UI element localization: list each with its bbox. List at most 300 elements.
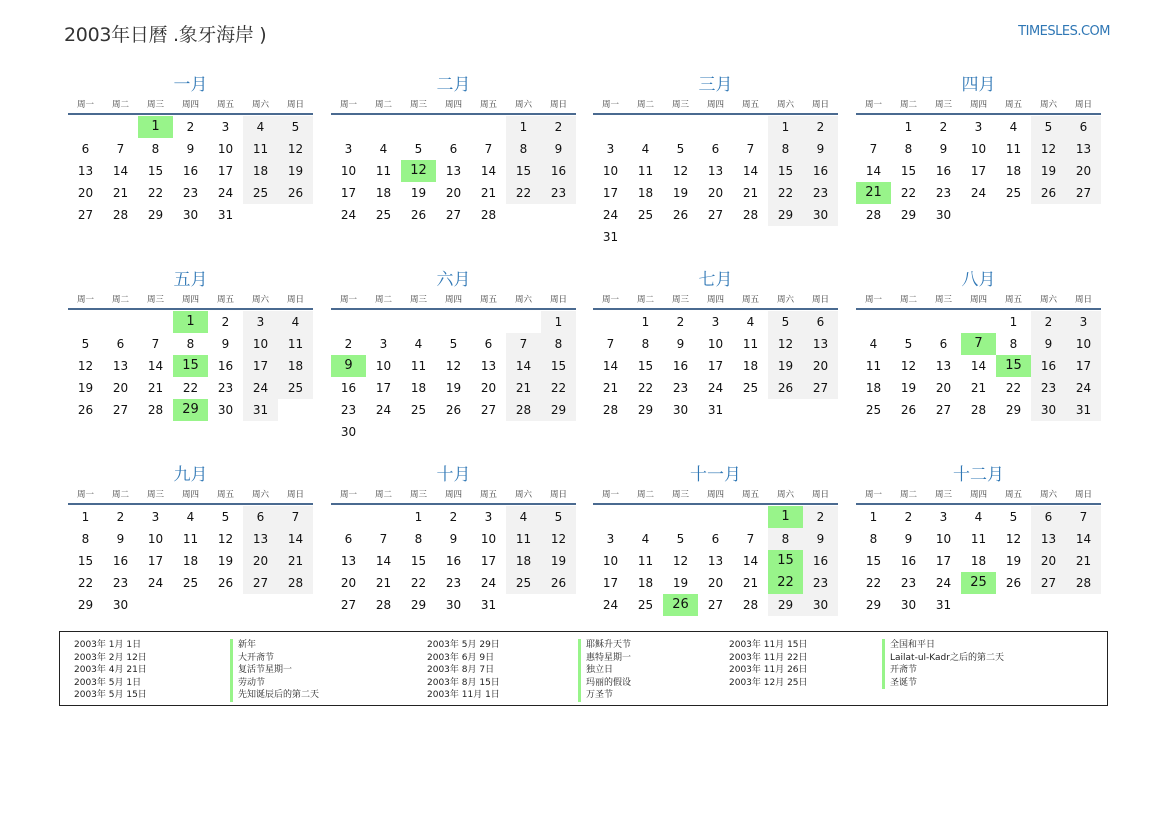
day-cell: 2 bbox=[803, 506, 838, 528]
day-cell: 29 bbox=[900, 208, 917, 222]
day-cell: 6 bbox=[484, 337, 493, 351]
weekday-label: 周五 bbox=[216, 295, 234, 305]
month-calendar bbox=[593, 269, 838, 421]
day-cell: 29 bbox=[147, 208, 164, 222]
day-cell: 30 bbox=[182, 208, 199, 222]
day-cell: 18 bbox=[865, 381, 882, 395]
day-cell: 28 bbox=[602, 403, 619, 417]
month-rule bbox=[856, 503, 1101, 505]
day-grid bbox=[593, 116, 838, 248]
day-cell: 29 bbox=[637, 403, 654, 417]
month-rule bbox=[856, 113, 1101, 115]
day-cell: 18 bbox=[410, 381, 427, 395]
weekday-header bbox=[331, 98, 576, 111]
day-cell: 14 bbox=[602, 359, 619, 373]
day-cell: 19 bbox=[217, 554, 234, 568]
weekday-label: 周二 bbox=[899, 295, 917, 305]
day-cell: 15 bbox=[865, 554, 882, 568]
month-name: 四月 bbox=[961, 75, 996, 95]
holiday-day: 12 bbox=[401, 160, 436, 182]
day-cell: 2 bbox=[186, 120, 195, 134]
day-cell: 15 bbox=[768, 160, 803, 182]
day-cell: 28 bbox=[742, 598, 759, 612]
day-cell: 10 bbox=[340, 164, 357, 178]
weekday-label: 周六 bbox=[514, 100, 532, 110]
day-cell: 14 bbox=[112, 164, 129, 178]
weekday-label: 周五 bbox=[1004, 295, 1022, 305]
day-cell: 24 bbox=[340, 208, 357, 222]
weekday-header bbox=[593, 293, 838, 306]
day-cell: 16 bbox=[541, 160, 576, 182]
day-cell: 9 bbox=[541, 138, 576, 160]
day-cell: 26 bbox=[445, 403, 462, 417]
day-cell: 28 bbox=[970, 403, 987, 417]
day-cell: 13 bbox=[707, 164, 724, 178]
day-cell: 21 bbox=[742, 576, 759, 590]
legend-holiday-name: 开斋节 bbox=[882, 664, 1004, 677]
day-cell: 29 bbox=[768, 594, 803, 616]
day-cell: 3 bbox=[974, 120, 983, 134]
day-cell: 8 bbox=[81, 532, 90, 546]
day-cell: 12 bbox=[768, 333, 803, 355]
empty-cell bbox=[593, 116, 628, 138]
weekday-label: 周一 bbox=[76, 490, 94, 500]
day-cell: 9 bbox=[676, 337, 685, 351]
holiday-day: 26 bbox=[663, 594, 698, 616]
day-cell: 4 bbox=[379, 142, 388, 156]
weekday-label: 周一 bbox=[864, 100, 882, 110]
day-cell: 7 bbox=[379, 532, 388, 546]
day-cell: 14 bbox=[480, 164, 497, 178]
day-cell: 20 bbox=[112, 381, 129, 395]
day-cell: 19 bbox=[445, 381, 462, 395]
weekday-label: 周三 bbox=[146, 100, 164, 110]
legend-date: 2003年 5月 1日 bbox=[74, 677, 142, 688]
day-cell: 11 bbox=[742, 337, 759, 351]
day-cell: 22 bbox=[147, 186, 164, 200]
day-cell: 17 bbox=[602, 186, 619, 200]
day-grid bbox=[68, 116, 313, 226]
day-cell: 23 bbox=[541, 182, 576, 204]
weekday-label: 周三 bbox=[409, 490, 427, 500]
weekday-label: 周二 bbox=[111, 490, 129, 500]
day-cell: 16 bbox=[672, 359, 689, 373]
month-rule bbox=[593, 308, 838, 310]
day-cell: 3 bbox=[484, 510, 493, 524]
day-cell: 30 bbox=[112, 598, 129, 612]
day-cell: 6 bbox=[711, 142, 720, 156]
empty-cell bbox=[331, 116, 366, 138]
day-cell: 20 bbox=[935, 381, 952, 395]
day-cell: 6 bbox=[939, 337, 948, 351]
legend-holiday-name: 独立日 bbox=[578, 664, 631, 677]
day-cell: 20 bbox=[77, 186, 94, 200]
day-cell: 20 bbox=[1031, 550, 1066, 572]
day-cell: 11 bbox=[375, 164, 392, 178]
day-cell: 7 bbox=[484, 142, 493, 156]
empty-cell bbox=[961, 311, 996, 333]
day-cell: 22 bbox=[768, 182, 803, 204]
weekday-label: 周日 bbox=[286, 295, 304, 305]
legend-date: 2003年 4月 21日 bbox=[74, 665, 147, 675]
weekday-label: 周日 bbox=[1074, 295, 1092, 305]
day-cell: 5 bbox=[541, 506, 576, 528]
day-cell: 22 bbox=[865, 576, 882, 590]
weekday-label: 周六 bbox=[1039, 295, 1057, 305]
day-cell: 30 bbox=[900, 598, 917, 612]
empty-cell bbox=[68, 116, 103, 138]
empty-cell bbox=[926, 311, 961, 333]
weekday-label: 周一 bbox=[76, 100, 94, 110]
day-cell: 8 bbox=[904, 142, 913, 156]
page-title: 2003年日曆 .象牙海岸 ) bbox=[64, 24, 267, 46]
day-cell: 29 bbox=[768, 204, 803, 226]
weekday-label: 周六 bbox=[776, 100, 794, 110]
day-cell: 11 bbox=[182, 532, 199, 546]
day-cell: 27 bbox=[707, 598, 724, 612]
legend-holiday-name: 圣诞节 bbox=[882, 677, 1004, 690]
empty-cell bbox=[436, 116, 471, 138]
month-rule bbox=[68, 503, 313, 505]
day-cell: 5 bbox=[904, 337, 913, 351]
empty-cell bbox=[471, 116, 506, 138]
weekday-label: 周日 bbox=[1074, 490, 1092, 500]
weekday-label: 周五 bbox=[479, 490, 497, 500]
legend-holiday-name: 耶稣升天节 bbox=[578, 639, 631, 652]
weekday-label: 周四 bbox=[969, 490, 987, 500]
day-cell: 21 bbox=[480, 186, 497, 200]
day-cell: 19 bbox=[278, 160, 313, 182]
day-cell: 30 bbox=[935, 208, 952, 222]
weekday-label: 周一 bbox=[339, 490, 357, 500]
day-cell: 10 bbox=[602, 554, 619, 568]
weekday-label: 周一 bbox=[864, 490, 882, 500]
weekday-label: 周日 bbox=[286, 100, 304, 110]
day-cell: 11 bbox=[410, 359, 427, 373]
empty-cell bbox=[331, 506, 366, 528]
day-cell: 4 bbox=[278, 311, 313, 333]
day-cell: 25 bbox=[865, 403, 882, 417]
day-cell: 16 bbox=[803, 550, 838, 572]
day-cell: 17 bbox=[970, 164, 987, 178]
day-cell: 14 bbox=[1066, 528, 1101, 550]
weekday-label: 周六 bbox=[1039, 490, 1057, 500]
day-cell: 22 bbox=[410, 576, 427, 590]
day-cell: 3 bbox=[939, 510, 948, 524]
day-cell: 22 bbox=[1005, 381, 1022, 395]
day-cell: 19 bbox=[1031, 160, 1066, 182]
day-cell: 10 bbox=[147, 532, 164, 546]
day-cell: 21 bbox=[506, 377, 541, 399]
weekday-label: 周日 bbox=[286, 490, 304, 500]
day-cell: 23 bbox=[340, 403, 357, 417]
day-cell: 8 bbox=[869, 532, 878, 546]
day-cell: 13 bbox=[935, 359, 952, 373]
day-cell: 27 bbox=[77, 208, 94, 222]
day-cell: 13 bbox=[1066, 138, 1101, 160]
day-cell: 3 bbox=[344, 142, 353, 156]
weekday-label: 周五 bbox=[741, 490, 759, 500]
day-cell: 9 bbox=[803, 528, 838, 550]
month-name: 七月 bbox=[698, 270, 733, 290]
month-rule bbox=[331, 503, 576, 505]
weekday-label: 周日 bbox=[811, 295, 829, 305]
day-cell: 2 bbox=[939, 120, 948, 134]
day-cell: 27 bbox=[243, 572, 278, 594]
day-cell: 2 bbox=[449, 510, 458, 524]
day-cell: 28 bbox=[742, 208, 759, 222]
empty-cell bbox=[68, 311, 103, 333]
legend-holiday-name: 新年 bbox=[230, 639, 319, 652]
weekday-label: 周日 bbox=[1074, 100, 1092, 110]
day-cell: 27 bbox=[445, 208, 462, 222]
day-cell: 4 bbox=[506, 506, 541, 528]
day-cell: 14 bbox=[865, 164, 882, 178]
weekday-label: 周三 bbox=[934, 295, 952, 305]
day-cell: 9 bbox=[186, 142, 195, 156]
day-cell: 20 bbox=[803, 355, 838, 377]
day-cell: 31 bbox=[707, 403, 724, 417]
legend-date: 2003年 12月 25日 bbox=[729, 677, 808, 688]
day-cell: 14 bbox=[506, 355, 541, 377]
empty-cell bbox=[436, 311, 471, 333]
day-cell: 3 bbox=[379, 337, 388, 351]
month-name: 三月 bbox=[698, 75, 733, 95]
day-cell: 1 bbox=[541, 311, 576, 333]
day-cell: 12 bbox=[1005, 532, 1022, 546]
empty-cell bbox=[593, 311, 628, 333]
day-cell: 2 bbox=[676, 315, 685, 329]
legend-names-col-2 bbox=[578, 639, 631, 702]
day-cell: 18 bbox=[637, 576, 654, 590]
day-cell: 28 bbox=[480, 208, 497, 222]
day-cell: 11 bbox=[243, 138, 278, 160]
day-cell: 5 bbox=[81, 337, 90, 351]
day-cell: 13 bbox=[243, 528, 278, 550]
day-cell: 6 bbox=[711, 532, 720, 546]
day-cell: 30 bbox=[803, 594, 838, 616]
empty-cell bbox=[366, 116, 401, 138]
day-cell: 28 bbox=[1066, 572, 1101, 594]
holiday-day: 22 bbox=[768, 572, 803, 594]
day-cell: 24 bbox=[217, 186, 234, 200]
day-cell: 17 bbox=[147, 554, 164, 568]
weekday-label: 周一 bbox=[76, 295, 94, 305]
day-cell: 4 bbox=[414, 337, 423, 351]
day-cell: 29 bbox=[541, 399, 576, 421]
day-grid bbox=[856, 506, 1101, 616]
legend-holiday-name: 复活节星期一 bbox=[230, 664, 319, 677]
day-cell: 3 bbox=[606, 532, 615, 546]
day-cell: 24 bbox=[935, 576, 952, 590]
day-cell: 23 bbox=[935, 186, 952, 200]
month-name: 一月 bbox=[173, 75, 208, 95]
day-cell: 9 bbox=[1031, 333, 1066, 355]
day-cell: 31 bbox=[480, 598, 497, 612]
day-cell: 7 bbox=[278, 506, 313, 528]
holiday-day: 1 bbox=[173, 311, 208, 333]
day-cell: 12 bbox=[77, 359, 94, 373]
day-cell: 12 bbox=[541, 528, 576, 550]
day-cell: 31 bbox=[1066, 399, 1101, 421]
day-cell: 20 bbox=[707, 576, 724, 590]
holiday-day: 29 bbox=[173, 399, 208, 421]
weekday-label: 周四 bbox=[444, 490, 462, 500]
legend-date: 2003年 5月 15日 bbox=[74, 690, 147, 700]
month-calendar bbox=[331, 74, 576, 226]
weekday-label: 周一 bbox=[601, 295, 619, 305]
weekday-header bbox=[331, 293, 576, 306]
day-cell: 4 bbox=[746, 315, 755, 329]
day-cell: 22 bbox=[541, 377, 576, 399]
day-cell: 10 bbox=[935, 532, 952, 546]
weekday-label: 周二 bbox=[636, 295, 654, 305]
day-cell: 4 bbox=[243, 116, 278, 138]
day-cell: 18 bbox=[637, 186, 654, 200]
weekday-label: 周四 bbox=[969, 100, 987, 110]
day-cell: 24 bbox=[1066, 377, 1101, 399]
month-calendar bbox=[593, 74, 838, 248]
weekday-label: 周一 bbox=[339, 295, 357, 305]
day-cell: 21 bbox=[375, 576, 392, 590]
month-calendar bbox=[331, 269, 576, 443]
day-cell: 25 bbox=[410, 403, 427, 417]
holiday-day: 1 bbox=[768, 506, 803, 528]
legend-date: 2003年 8月 7日 bbox=[427, 665, 495, 675]
day-cell: 13 bbox=[480, 359, 497, 373]
day-cell: 13 bbox=[1031, 528, 1066, 550]
day-cell: 30 bbox=[340, 425, 357, 439]
day-cell: 3 bbox=[711, 315, 720, 329]
day-cell: 14 bbox=[147, 359, 164, 373]
day-cell: 21 bbox=[602, 381, 619, 395]
day-cell: 20 bbox=[243, 550, 278, 572]
day-cell: 22 bbox=[182, 381, 199, 395]
day-cell: 22 bbox=[637, 381, 654, 395]
day-cell: 17 bbox=[243, 355, 278, 377]
weekday-label: 周日 bbox=[811, 100, 829, 110]
day-cell: 4 bbox=[186, 510, 195, 524]
day-cell: 10 bbox=[970, 142, 987, 156]
day-cell: 18 bbox=[742, 359, 759, 373]
weekday-header bbox=[68, 293, 313, 306]
day-cell: 21 bbox=[742, 186, 759, 200]
day-cell: 1 bbox=[81, 510, 90, 524]
day-cell: 16 bbox=[182, 164, 199, 178]
month-name: 十月 bbox=[436, 465, 471, 485]
weekday-label: 周二 bbox=[374, 490, 392, 500]
day-cell: 26 bbox=[900, 403, 917, 417]
weekday-label: 周一 bbox=[601, 100, 619, 110]
day-cell: 4 bbox=[1009, 120, 1018, 134]
legend-date: 2003年 1月 1日 bbox=[74, 640, 142, 650]
day-cell: 20 bbox=[707, 186, 724, 200]
day-grid bbox=[331, 116, 576, 226]
weekday-label: 周三 bbox=[934, 490, 952, 500]
weekday-header bbox=[856, 293, 1101, 306]
day-cell: 15 bbox=[77, 554, 94, 568]
weekday-header bbox=[856, 98, 1101, 111]
weekday-header bbox=[593, 98, 838, 111]
day-cell: 4 bbox=[974, 510, 983, 524]
day-cell: 18 bbox=[506, 550, 541, 572]
day-cell: 17 bbox=[602, 576, 619, 590]
day-cell: 30 bbox=[445, 598, 462, 612]
day-cell: 2 bbox=[1031, 311, 1066, 333]
legend-names-col-3 bbox=[882, 639, 1004, 689]
day-cell: 17 bbox=[375, 381, 392, 395]
weekday-label: 周四 bbox=[706, 295, 724, 305]
day-cell: 31 bbox=[935, 598, 952, 612]
day-cell: 13 bbox=[112, 359, 129, 373]
day-cell: 21 bbox=[278, 550, 313, 572]
day-cell: 3 bbox=[243, 311, 278, 333]
weekday-label: 周日 bbox=[811, 490, 829, 500]
weekday-label: 周一 bbox=[601, 490, 619, 500]
day-cell: 25 bbox=[637, 598, 654, 612]
day-cell: 26 bbox=[77, 403, 94, 417]
day-cell: 3 bbox=[151, 510, 160, 524]
day-cell: 12 bbox=[1031, 138, 1066, 160]
day-cell: 2 bbox=[541, 116, 576, 138]
day-cell: 30 bbox=[672, 403, 689, 417]
month-calendar bbox=[68, 74, 313, 226]
day-cell: 22 bbox=[506, 182, 541, 204]
site-link[interactable]: TIMESLES.COM bbox=[1018, 24, 1110, 39]
day-cell: 16 bbox=[112, 554, 129, 568]
day-cell: 24 bbox=[243, 377, 278, 399]
empty-cell bbox=[856, 311, 891, 333]
day-cell: 28 bbox=[506, 399, 541, 421]
day-cell: 1 bbox=[768, 116, 803, 138]
day-cell: 19 bbox=[77, 381, 94, 395]
day-cell: 30 bbox=[803, 204, 838, 226]
day-cell: 26 bbox=[1005, 576, 1022, 590]
day-cell: 25 bbox=[742, 381, 759, 395]
day-cell: 28 bbox=[112, 208, 129, 222]
day-cell: 11 bbox=[506, 528, 541, 550]
day-cell: 25 bbox=[278, 377, 313, 399]
day-cell: 9 bbox=[116, 532, 125, 546]
day-cell: 14 bbox=[375, 554, 392, 568]
empty-cell bbox=[471, 311, 506, 333]
day-cell: 5 bbox=[676, 142, 685, 156]
day-cell: 16 bbox=[217, 359, 234, 373]
day-cell: 8 bbox=[768, 528, 803, 550]
day-cell: 3 bbox=[1066, 311, 1101, 333]
day-cell: 6 bbox=[243, 506, 278, 528]
day-cell: 28 bbox=[147, 403, 164, 417]
day-cell: 7 bbox=[869, 142, 878, 156]
weekday-label: 周六 bbox=[514, 295, 532, 305]
weekday-label: 周二 bbox=[111, 295, 129, 305]
day-cell: 13 bbox=[445, 164, 462, 178]
holiday-day: 1 bbox=[138, 116, 173, 138]
day-cell: 11 bbox=[1005, 142, 1022, 156]
day-cell: 6 bbox=[1031, 506, 1066, 528]
legend-holiday-name: 玛丽的假设 bbox=[578, 677, 631, 690]
day-cell: 20 bbox=[480, 381, 497, 395]
day-cell: 16 bbox=[445, 554, 462, 568]
day-cell: 4 bbox=[869, 337, 878, 351]
day-cell: 19 bbox=[672, 576, 689, 590]
empty-cell bbox=[401, 116, 436, 138]
day-cell: 23 bbox=[217, 381, 234, 395]
day-cell: 5 bbox=[768, 311, 803, 333]
day-grid bbox=[856, 311, 1101, 421]
day-cell: 4 bbox=[641, 142, 650, 156]
weekday-label: 周五 bbox=[216, 100, 234, 110]
